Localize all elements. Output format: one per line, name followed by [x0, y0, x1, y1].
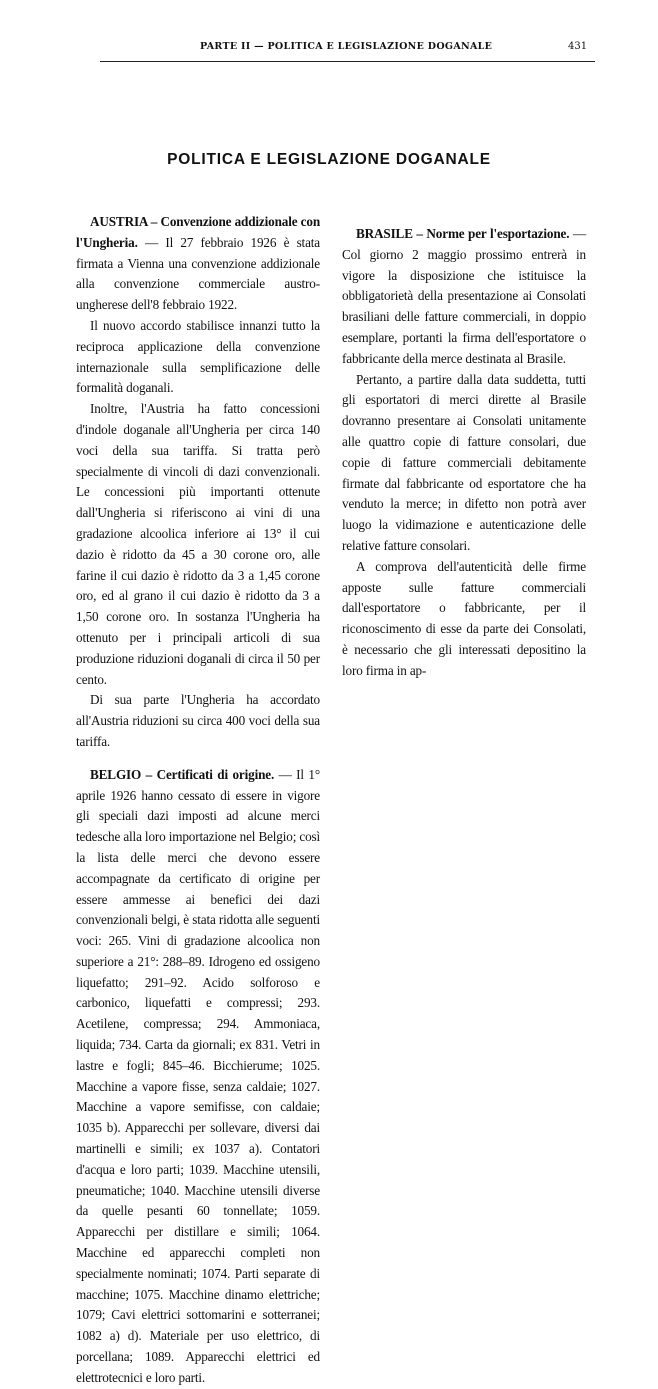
section-title: POLITICA E LEGISLAZIONE DOGANALE: [167, 151, 491, 168]
belgio-p1-text: — Il 1° aprile 1926 hanno cessato di essere in vigore gli speciali dazi imposti ad alcune merci tedesche alla loro importazione nel Belgio; così la lista delle merci che devono essere accompagnate da certificato di origine per essere ammesse ai benefici dei dazi convenzionali belgi, è stata ridotta alle seguenti voci: 265. Vini di gradazione alcoolica non superiore a 21°: 288–89. Idrogeno ed ossigeno liquefatto; 291–92. Acido solforoso e carbonico, liquefatti e compressi; 293. Acetilene, compressa; 294. Ammoniaca, liquida; 734. Carta da giornali; ex 831. Vetri in lastre e fogli; 845–46. Bicchierume; 1025. Macchine a vapore fisse, senza caldaie; 1027. Macchine a vapore semifisse, con caldaie; 1035 b). Apparecchi per sollevare, diversi dai martinelli e simili; ex 1037 a). Contatori d'acqua e loro parti; 1039. Macchine utensili, pneumatiche; 1040. Macchine utensili diverse da quelle pesanti 60 tonnellate; 1059. Apparecchi per distillare e simili; 1064. Macchine ed apparecchi completi non specialmente nominati; 1074. Parti separate di macchine; 1075. Macchine dinamo elettriche; 1079; Cavi elettrici sottomarini e sotterranei; 1082 a) d). Materiale per uso elettrico, di porcellana; 1089. Apparecchi elettrici ed elettrotecnici e loro parti.: [76, 766, 321, 1385]
brasile-paragraph-3: A comprova dell'autenticità delle firme apposte sulle fatture commerciali dall'esportatore o fabbricante, per il riconoscimento di esse da parte dei Consolati, è necessario che gli interessati depositino la loro firma in ap-: [342, 558, 586, 678]
belgio-heading: BELGIO – Certificati di origine.: [90, 766, 275, 782]
austria-paragraph-3: Inoltre, l'Austria ha fatto concessioni d'indole doganale all'Ungheria per circa 140 voci della sua tariffa. Si tratta però specialmente di vincoli di dazi convenzionali. Le concessioni più importanti ottenute dall'Ungheria si riferiscono ai vini di una gradazione alcoolica inferiore ai 13° il cui dazio è ridotto da 45 a 30 corone oro, alle farine il cui dazio è ridotto da 3 a 1,45 corone oro, ed al grano il cui dazio è ridotto da 3 a 1,50 corone oro. In sostanza l'Ungheria ha ottenuto per i principali articoli di sua produzione riduzioni doganali di circa il 50 per cento.: [76, 401, 320, 687]
austria-paragraph-2: Il nuovo accordo stabilisce innanzi tutto la reciproca applicazione della convenzione internazionale sulla semplificazione delle formalità doganali.: [76, 317, 320, 396]
running-head: [0, 37, 658, 57]
running-title: PARTE II — POLITICA E LEGISLAZIONE DOGANALE: [200, 41, 493, 52]
left-column: [76, 212, 320, 1389]
austria-paragraph-4: Di sua parte l'Ungheria ha accordato all'Austria riduzioni su circa 400 voci della sua tariffa.: [76, 692, 320, 749]
header-rule: [100, 61, 595, 62]
brasile-paragraph-1: [342, 224, 586, 370]
brasile-p1-text: — Col giorno 2 maggio prossimo entrerà in vigore la disposizione che istituisce la obbligatorietà della presentazione ai Consolati brasiliani delle fatture commerciali, in doppio esemplare, portanti la firma dell'esportatore o fabbricante della merce destinata al Brasile.: [342, 226, 586, 366]
belgio-paragraph-1: [76, 765, 320, 1389]
austria-heading: AUSTRIA – Convenzione addizionale con l'Ungheria.: [76, 214, 320, 250]
brasile-heading: BRASILE – Norme per l'esportazione.: [356, 226, 570, 241]
austria-p1-text: — Il 27 febbraio 1926 è stata firmata a Vienna una convenzione addizionale alla convenzione commerciale austro-ungherese dell'8 febbraio 1922.: [76, 234, 320, 313]
austria-paragraph-1: [76, 212, 320, 316]
right-column: [342, 212, 586, 682]
brasile-paragraph-2: Pertanto, a partire dalla data suddetta, tutti gli esportatori di merci dirette al Brasile dovranno presentare ai Consolati unitamente alle quattro copie di fatture consolari, due copie di fatture commerciali debitamente firmate dal fabbricante od esportatore che ha venduto la merce; in difetto non potrà aver luogo la vidimazione e autenticazione delle relative fatture consolari.: [342, 371, 586, 553]
page-number: 431: [568, 41, 588, 52]
